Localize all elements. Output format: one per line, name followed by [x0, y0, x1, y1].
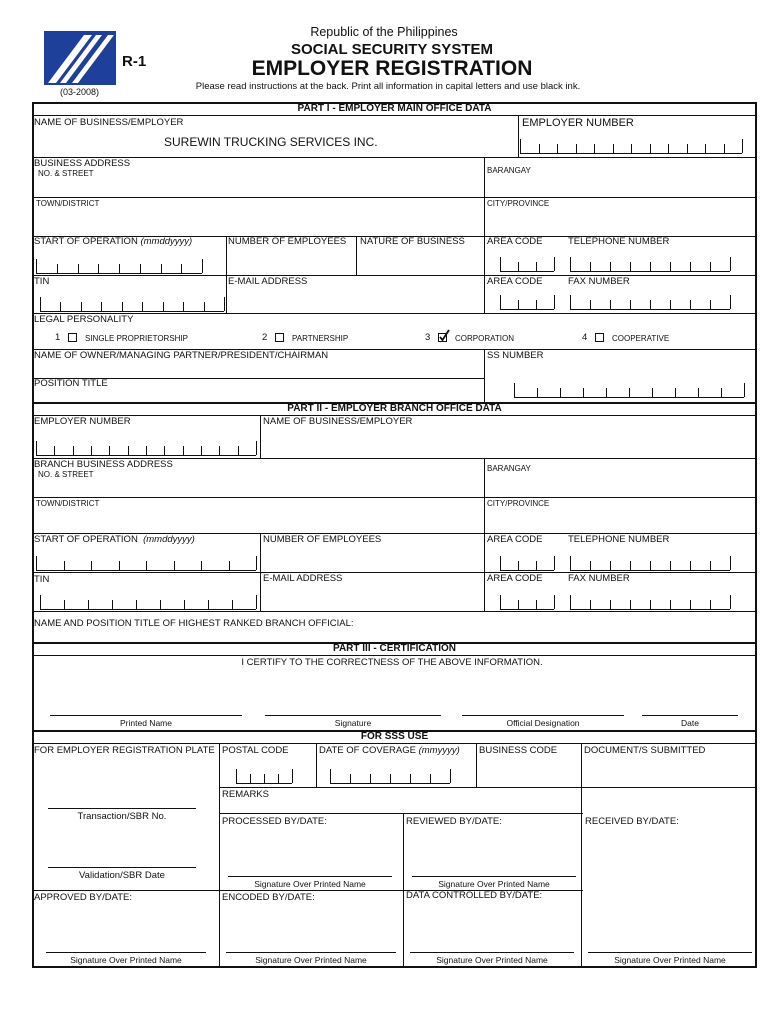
digit-divider: [500, 257, 501, 271]
remarks-label: REMARKS: [222, 789, 269, 800]
coverage-label: DATE OF COVERAGE (mmyyyy): [319, 745, 460, 756]
agency-name: SOCIAL SECURITY SYSTEM: [291, 41, 493, 58]
telephone-field[interactable]: [570, 258, 730, 272]
branch-num-employees-field[interactable]: [263, 547, 482, 571]
branch-tin-label: TIN: [34, 574, 50, 585]
digit-divider: [690, 561, 691, 570]
digit-divider: [142, 302, 143, 311]
branch-barangay-label: BARANGAY: [487, 464, 531, 473]
branch-start-operation-field[interactable]: [36, 557, 256, 571]
legal-option-number: 2: [262, 332, 268, 343]
digit-divider: [570, 295, 571, 309]
instructions-text: Please read instructions at the back. Print all information in capital letters and use black ink.: [195, 81, 581, 92]
legal-option-label: COOPERATIVE: [612, 334, 670, 343]
digit-divider: [730, 595, 731, 609]
digit-divider: [650, 144, 651, 153]
documents-label: DOCUMENT/S SUBMITTED: [584, 745, 706, 756]
digit-divider: [88, 600, 89, 609]
digit-divider: [518, 262, 519, 271]
digit-divider: [256, 441, 257, 455]
digit-divider: [101, 302, 102, 311]
tin-label: TIN: [34, 276, 50, 287]
reviewed-signature[interactable]: Signature Over Printed Name: [412, 876, 576, 889]
digit-divider: [164, 446, 165, 455]
digit-divider: [163, 302, 164, 311]
branch-area-code2-label: AREA CODE: [487, 573, 543, 584]
digit-divider: [670, 600, 671, 609]
digit-divider: [675, 388, 676, 397]
branch-fax-field[interactable]: [570, 596, 730, 610]
digit-divider: [687, 144, 688, 153]
digit-divider: [256, 595, 257, 609]
digit-divider: [560, 388, 561, 397]
digit-divider: [292, 769, 293, 783]
digit-divider: [136, 600, 137, 609]
part3-header: PART III - CERTIFICATION: [32, 642, 757, 656]
digit-divider: [536, 600, 537, 609]
branch-employer-number-field[interactable]: [36, 442, 256, 456]
digit-divider: [610, 262, 611, 271]
owner-label: NAME OF OWNER/MANAGING PARTNER/PRESIDENT/CHAIRMAN: [34, 350, 329, 361]
business-code-label: BUSINESS CODE: [479, 745, 558, 756]
digit-divider: [710, 262, 711, 271]
digit-divider: [650, 300, 651, 309]
legal-option-corporation-checkbox[interactable]: [438, 333, 447, 342]
part2-header: PART II - EMPLOYER BRANCH OFFICE DATA: [32, 402, 757, 416]
digit-divider: [554, 257, 555, 271]
digit-divider: [650, 262, 651, 271]
legal-option-single-proprietorship-checkbox[interactable]: [68, 333, 77, 342]
digit-divider: [256, 556, 257, 570]
digit-divider: [410, 774, 411, 783]
digit-divider: [81, 302, 82, 311]
digit-divider: [64, 600, 65, 609]
digit-divider: [140, 264, 141, 273]
digit-divider: [161, 264, 162, 273]
fax-area-code-field[interactable]: [500, 296, 554, 310]
employer-number-field[interactable]: [520, 140, 742, 154]
digit-divider: [557, 144, 558, 153]
digit-divider: [238, 446, 239, 455]
digit-divider: [690, 262, 691, 271]
area-code-label: AREA CODE: [487, 236, 543, 247]
digit-divider: [91, 446, 92, 455]
digit-divider: [613, 144, 614, 153]
digit-divider: [98, 264, 99, 273]
digit-divider: [650, 561, 651, 570]
legal-option-number: 4: [582, 332, 588, 343]
sss-header: FOR SSS USE: [32, 730, 757, 744]
branch-start-operation-label: START OF OPERATION (mmddyyyy): [34, 534, 195, 545]
city-label: CITY/PROVINCE: [487, 199, 550, 208]
digit-divider: [60, 302, 61, 311]
tin-field[interactable]: [40, 298, 224, 312]
transaction-line[interactable]: Transaction/SBR No.: [48, 808, 196, 822]
branch-city-label: CITY/PROVINCE: [487, 499, 550, 508]
processed-label: PROCESSED BY/DATE:: [222, 816, 327, 827]
signature-line[interactable]: Signature: [265, 715, 441, 728]
received-label: RECEIVED BY/DATE:: [585, 816, 679, 827]
approved-signature[interactable]: Signature Over Printed Name: [46, 952, 206, 965]
approved-label: APPROVED BY/DATE:: [34, 892, 133, 903]
town-label: TOWN/DISTRICT: [36, 199, 100, 208]
business-address-label: BUSINESS ADDRESS: [34, 158, 131, 169]
digit-divider: [204, 302, 205, 311]
postal-code-field[interactable]: [236, 770, 292, 784]
digit-divider: [724, 144, 725, 153]
digit-divider: [742, 139, 743, 153]
digit-divider: [219, 446, 220, 455]
fax-field[interactable]: [570, 296, 730, 310]
branch-official-field[interactable]: [330, 614, 754, 638]
branch-town-label: TOWN/DISTRICT: [36, 499, 100, 508]
republic-text: Republic of the Philippines: [310, 25, 458, 39]
area-code-field[interactable]: [500, 258, 554, 272]
barangay-field[interactable]: [487, 178, 755, 196]
barangay-label: BARANGAY: [487, 166, 531, 175]
digit-divider: [710, 561, 711, 570]
branch-street-field[interactable]: [34, 481, 482, 496]
digit-divider: [630, 300, 631, 309]
area-code2-label: AREA CODE: [487, 276, 543, 287]
postal-code-label: POSTAL CODE: [222, 745, 289, 756]
digit-divider: [730, 556, 731, 570]
digit-divider: [73, 446, 74, 455]
digit-divider: [201, 561, 202, 570]
business-name-label: NAME OF BUSINESS/EMPLOYER: [34, 117, 184, 128]
digit-divider: [631, 144, 632, 153]
digit-divider: [264, 774, 265, 783]
digit-divider: [721, 388, 722, 397]
digit-divider: [630, 262, 631, 271]
town-field[interactable]: [34, 212, 482, 234]
digit-divider: [570, 556, 571, 570]
digit-divider: [554, 595, 555, 609]
branch-address-label: BRANCH BUSINESS ADDRESS: [34, 459, 173, 470]
digit-divider: [160, 600, 161, 609]
digit-divider: [518, 300, 519, 309]
digit-divider: [350, 774, 351, 783]
digit-divider: [232, 600, 233, 609]
digit-divider: [698, 388, 699, 397]
digit-divider: [40, 595, 41, 609]
legal-option-label: CORPORATION: [455, 334, 514, 343]
digit-divider: [224, 297, 225, 311]
nature-business-label: NATURE OF BUSINESS: [360, 236, 465, 247]
digit-divider: [590, 600, 591, 609]
certification-statement: I CERTIFY TO THE CORRECTNESS OF THE ABOVE INFORMATION.: [241, 657, 543, 668]
branch-num-employees-label: NUMBER OF EMPLOYEES: [263, 534, 382, 545]
branch-no-street-label: NO. & STREET: [38, 470, 94, 479]
digit-divider: [430, 774, 431, 783]
digit-divider: [690, 300, 691, 309]
digit-divider: [610, 300, 611, 309]
received-signature[interactable]: Signature Over Printed Name: [588, 952, 752, 965]
digit-divider: [146, 561, 147, 570]
num-employees-field[interactable]: [228, 250, 354, 274]
page-title: EMPLOYER REGISTRATION: [251, 57, 533, 80]
start-operation-field[interactable]: [36, 260, 202, 274]
controlled-signature[interactable]: Signature Over Printed Name: [410, 952, 574, 965]
digit-divider: [630, 561, 631, 570]
digit-divider: [670, 262, 671, 271]
position-field[interactable]: [34, 390, 482, 401]
legal-option-label: SINGLE PROPRIETORSHIP: [85, 334, 188, 343]
digit-divider: [514, 383, 515, 397]
digit-divider: [184, 600, 185, 609]
digit-divider: [202, 259, 203, 273]
digit-divider: [537, 388, 538, 397]
digit-divider: [554, 556, 555, 570]
digit-divider: [112, 600, 113, 609]
digit-divider: [36, 556, 37, 570]
digit-divider: [710, 300, 711, 309]
digit-divider: [236, 769, 237, 783]
controlled-label: DATA CONTROLLED BY/DATE:: [406, 890, 543, 901]
digit-divider: [64, 561, 65, 570]
branch-official-label: NAME AND POSITION TITLE OF HIGHEST RANKED BRANCH OFFICIAL:: [34, 618, 354, 629]
part1-header: PART I - EMPLOYER MAIN OFFICE DATA: [32, 102, 757, 116]
branch-tin-field[interactable]: [40, 596, 256, 610]
digit-divider: [518, 561, 519, 570]
digit-divider: [183, 446, 184, 455]
digit-divider: [91, 561, 92, 570]
remarks-field[interactable]: [260, 789, 580, 812]
printed-name-line[interactable]: Printed Name: [50, 715, 242, 728]
ss-number-field[interactable]: [514, 384, 744, 398]
digit-divider: [610, 561, 611, 570]
digit-divider: [554, 295, 555, 309]
start-operation-label: START OF OPERATION (mmddyyyy): [34, 236, 193, 247]
digit-divider: [57, 264, 58, 273]
encoded-label: ENCODED BY/DATE:: [222, 892, 315, 903]
digit-divider: [128, 446, 129, 455]
digit-divider: [606, 388, 607, 397]
legal-option-number: 3: [425, 332, 431, 343]
digit-divider: [629, 388, 630, 397]
owner-field[interactable]: [34, 362, 482, 377]
digit-divider: [146, 446, 147, 455]
digit-divider: [730, 295, 731, 309]
digit-divider: [370, 774, 371, 783]
branch-email-field[interactable]: [263, 586, 482, 610]
encoded-signature[interactable]: Signature Over Printed Name: [226, 952, 396, 965]
city-field[interactable]: [487, 212, 755, 234]
street-field[interactable]: [34, 180, 482, 196]
digit-divider: [54, 446, 55, 455]
designation-line[interactable]: Official Designation: [462, 715, 624, 728]
legal-personality-label: LEGAL PERSONALITY: [34, 314, 134, 325]
digit-divider: [520, 139, 521, 153]
digit-divider: [576, 144, 577, 153]
business-code-field[interactable]: [479, 758, 579, 786]
date-line[interactable]: Date: [642, 715, 738, 728]
digit-divider: [201, 446, 202, 455]
digit-divider: [500, 556, 501, 570]
digit-divider: [652, 388, 653, 397]
digit-divider: [518, 600, 519, 609]
legal-option-cooperative-checkbox[interactable]: [595, 333, 604, 342]
digit-divider: [109, 446, 110, 455]
validation-line[interactable]: Validation/SBR Date: [48, 867, 196, 881]
digit-divider: [330, 769, 331, 783]
employer-number-label: EMPLOYER NUMBER: [522, 117, 634, 129]
plate-label: FOR EMPLOYER REGISTRATION PLATE: [34, 745, 215, 756]
branch-fax-label: FAX NUMBER: [568, 573, 630, 584]
digit-divider: [278, 774, 279, 783]
digit-divider: [590, 300, 591, 309]
telephone-label: TELEPHONE NUMBER: [568, 236, 670, 247]
branch-employer-number-label: EMPLOYER NUMBER: [34, 416, 131, 427]
processed-signature[interactable]: Signature Over Printed Name: [228, 876, 392, 889]
business-name-field[interactable]: SUREWIN TRUCKING SERVICES INC.: [164, 135, 378, 149]
no-street-label: NO. & STREET: [38, 169, 94, 178]
branch-town-field[interactable]: [34, 511, 482, 532]
reviewed-label: REVIEWED BY/DATE:: [406, 816, 502, 827]
digit-divider: [208, 600, 209, 609]
digit-divider: [710, 600, 711, 609]
branch-business-name-label: NAME OF BUSINESS/EMPLOYER: [263, 416, 413, 427]
digit-divider: [539, 144, 540, 153]
digit-divider: [536, 262, 537, 271]
digit-divider: [668, 144, 669, 153]
digit-divider: [730, 257, 731, 271]
digit-divider: [78, 264, 79, 273]
digit-divider: [670, 561, 671, 570]
branch-area-code-label: AREA CODE: [487, 534, 543, 545]
digit-divider: [390, 774, 391, 783]
branch-email-label: E-MAIL ADDRESS: [263, 573, 343, 584]
digit-divider: [174, 561, 175, 570]
digit-divider: [122, 302, 123, 311]
digit-divider: [570, 257, 571, 271]
digit-divider: [536, 561, 537, 570]
branch-fax-area-code-field[interactable]: [500, 596, 554, 610]
digit-divider: [536, 300, 537, 309]
digit-divider: [500, 595, 501, 609]
digit-divider: [500, 295, 501, 309]
email-label: E-MAIL ADDRESS: [228, 276, 308, 287]
branch-barangay-field[interactable]: [487, 476, 755, 496]
legal-option-number: 1: [55, 332, 61, 343]
digit-divider: [181, 264, 182, 273]
branch-telephone-label: TELEPHONE NUMBER: [568, 534, 670, 545]
digit-divider: [590, 561, 591, 570]
digit-divider: [690, 600, 691, 609]
num-employees-label: NUMBER OF EMPLOYEES: [228, 236, 347, 247]
branch-city-field[interactable]: [487, 511, 755, 532]
digit-divider: [36, 259, 37, 273]
digit-divider: [250, 774, 251, 783]
digit-divider: [450, 769, 451, 783]
digit-divider: [183, 302, 184, 311]
digit-divider: [40, 297, 41, 311]
position-label: POSITION TITLE: [34, 378, 108, 389]
digit-divider: [594, 144, 595, 153]
digit-divider: [36, 441, 37, 455]
digit-divider: [630, 600, 631, 609]
nature-business-field[interactable]: [358, 250, 482, 274]
fax-label: FAX NUMBER: [568, 276, 630, 287]
digit-divider: [670, 300, 671, 309]
branch-telephone-field[interactable]: [570, 557, 730, 571]
legal-option-partnership-checkbox[interactable]: [275, 333, 284, 342]
email-field[interactable]: [228, 290, 482, 312]
digit-divider: [583, 388, 584, 397]
legal-option-label: PARTNERSHIP: [292, 334, 349, 343]
digit-divider: [705, 144, 706, 153]
documents-field[interactable]: [584, 758, 755, 786]
digit-divider: [119, 264, 120, 273]
form-version: (03-2008): [60, 87, 100, 97]
digit-divider: [650, 600, 651, 609]
digit-divider: [229, 561, 230, 570]
ss-number-label: SS NUMBER: [487, 350, 544, 361]
digit-divider: [590, 262, 591, 271]
coverage-field[interactable]: [330, 770, 450, 784]
form-code: R-1: [122, 53, 147, 70]
digit-divider: [570, 595, 571, 609]
digit-divider: [610, 600, 611, 609]
digit-divider: [744, 383, 745, 397]
branch-area-code-field[interactable]: [500, 557, 554, 571]
branch-business-name-field[interactable]: [263, 430, 755, 456]
digit-divider: [119, 561, 120, 570]
